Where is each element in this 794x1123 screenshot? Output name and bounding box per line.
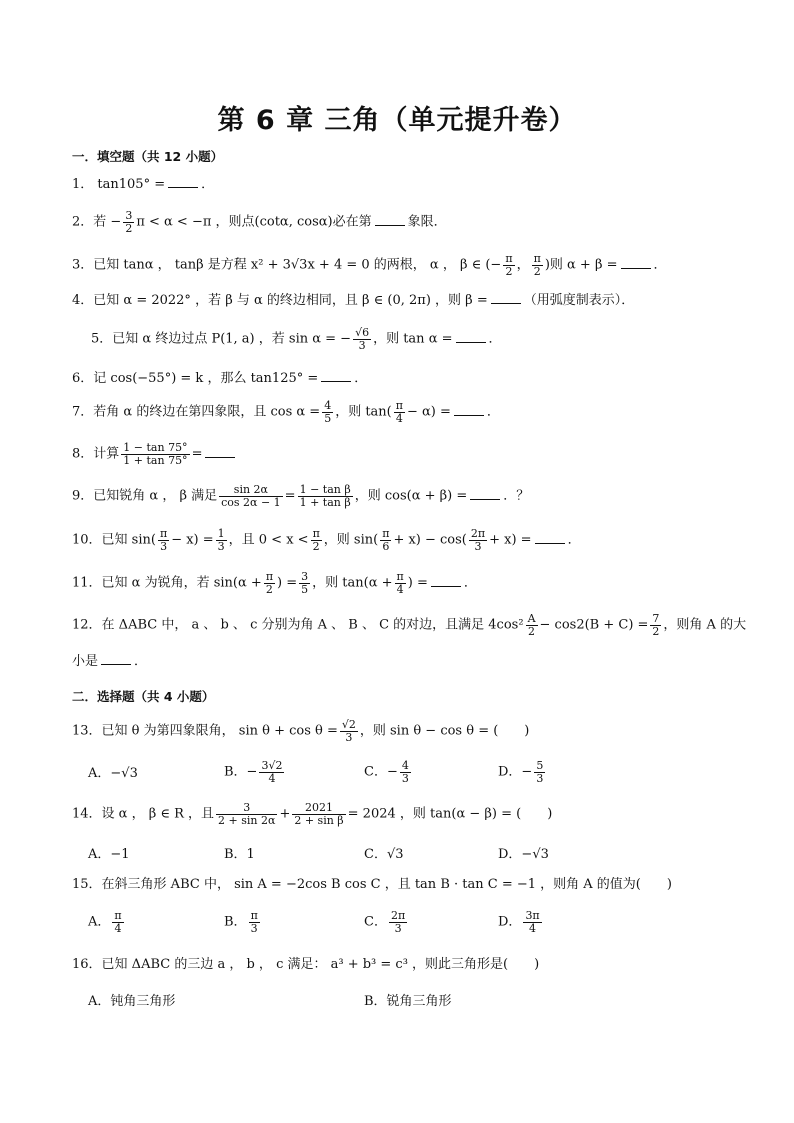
- question-14: 14．设 α ， β ∈ R ，且 $\frac{3}{2 + \sin 2\alpha}$ + $\frac{2021}{\text{2 + sin β}}$ = 2024 ，则 tan(α − β) = ( ): [72, 801, 553, 827]
- q14-option-d: D．−√3: [498, 847, 549, 862]
- q15-option-a: A． $\frac{\pi}{4}$: [88, 909, 122, 935]
- answer-blank: [375, 224, 405, 226]
- q14-option-a: A．−1: [88, 847, 130, 862]
- page-title: 第 6 章 三角（单元提升卷）: [217, 105, 577, 136]
- question-11: 11．已知 α 为锐角，若 sin(α + $\frac{\pi}{2}$ ) = $\frac{3}{5}$ ，则 tan(α + $\frac{\pi}{4}$ ) = ．: [72, 570, 477, 596]
- q16-option-a: A．钝角三角形: [88, 994, 176, 1009]
- q15-option-b: B． $\frac{\pi}{3}$: [224, 909, 258, 935]
- answer-blank: [470, 498, 500, 500]
- section-fill-blank: 一．填空题（共 12 小题）: [72, 149, 224, 164]
- answer-blank: [535, 542, 565, 544]
- question-10: 10．已知 sin( $\frac{\pi}{3}$ − x) = $\frac{1}{3}$ ，且 0 < x < $\frac{\pi}{2}$ ，则 sin( $\frac{\pi}{6}$ + x) − cos( $\frac{2\pi}{3}$ + x) = ．: [72, 527, 581, 553]
- q13-option-c: C．− $\frac{4}{3}$: [364, 759, 409, 785]
- question-2: 2．若 − $\frac{3}{2}$ π < α < −π ，则点(cotα, cosα)必在第 象限．: [72, 209, 447, 235]
- question-16: 16．已知 ΔABC 的三边 a ， b ， c 满足： a³ + b³ = c³ ，则此三角形是( ): [72, 957, 540, 972]
- q13-option-b: B．− $\frac{3√2}{4}$: [224, 759, 283, 785]
- question-6: 6．记 cos(−55°) = k ，那么 tan125° = ．: [72, 371, 368, 386]
- question-1: 1． tan105° = ．: [72, 177, 215, 192]
- answer-blank: [168, 186, 198, 188]
- answer-blank: [454, 414, 484, 416]
- answer-blank: [101, 663, 131, 665]
- q13-option-d: D．− $\frac{5}{3}$: [498, 759, 544, 785]
- q14-option-c: C．√3: [364, 847, 404, 862]
- q15-option-c: C． $\frac{2\pi}{3}$: [364, 909, 406, 935]
- question-13: 13．已知 θ 为第四象限角， sin θ + cos θ = $\frac{√2}{3}$ ，则 sin θ − cos θ = ( ): [72, 718, 530, 744]
- question-12: 12．在 ΔABC 中， a 、 b 、 c 分别为角 A 、 B 、 C 的对边，且满足 4cos² $\frac{A}{2}$ − cos2(B + C) = $\frac{7}{2}$ ，则角 A 的大: [72, 612, 747, 638]
- answer-blank: [621, 267, 651, 269]
- answer-blank: [321, 380, 351, 382]
- q13-option-a: A．−√3: [88, 766, 138, 781]
- answer-blank: [456, 341, 486, 343]
- question-8: 8．计算 $\frac{1 - \tan 75^\circ}{1 + \tan 75^\circ}$ =: [72, 442, 238, 466]
- q15-option-d: D． $\frac{3\pi}{4}$: [498, 909, 540, 935]
- question-5: 5．已知 α 终边过点 P(1, a) ，若 sin α = − $\frac{√6}{3}$ ，则 tan α = ．: [91, 326, 502, 352]
- question-12-continued: 小是 ．: [72, 654, 148, 669]
- answer-blank: [205, 456, 235, 458]
- question-3: 3．已知 tanα ， tanβ 是方程 x² + 3√3x + 4 = 0 的两根， α ， β ∈ (− $\frac{\pi}{2}$ ， $\frac{\pi}{2}$ )则 α + β = ．: [72, 252, 667, 278]
- answer-blank: [491, 302, 521, 304]
- q16-option-b: B．锐角三角形: [364, 994, 452, 1009]
- question-7: 7．若角 α 的终边在第四象限，且 cos α = $\frac{4}{5}$ ，则 tan( $\frac{\pi}{4}$ − α) = ．: [72, 399, 500, 425]
- section-multiple-choice: 二．选择题（共 4 小题）: [72, 689, 215, 704]
- answer-blank: [431, 585, 461, 587]
- question-9: 9．已知锐角 α ， β 满足 $\frac{\sin 2\alpha}{\cos 2\alpha - 1}$ = $\frac{\text{1 − tan β}}{\text{1 + tan β}}$ ，则 cos(α + β) = ．？: [72, 483, 530, 509]
- question-15: 15．在斜三角形 ABC 中， sin A = −2cos B cos C ，且 tan B · tan C = −1 ，则角 A 的值为( ): [72, 877, 672, 892]
- question-4: 4．已知 α = 2022° ，若 β 与 α 的终边相同，且 β ∈ (0, 2π) ，则 β = （用弧度制表示）．: [72, 293, 635, 308]
- q14-option-b: B．1: [224, 847, 255, 862]
